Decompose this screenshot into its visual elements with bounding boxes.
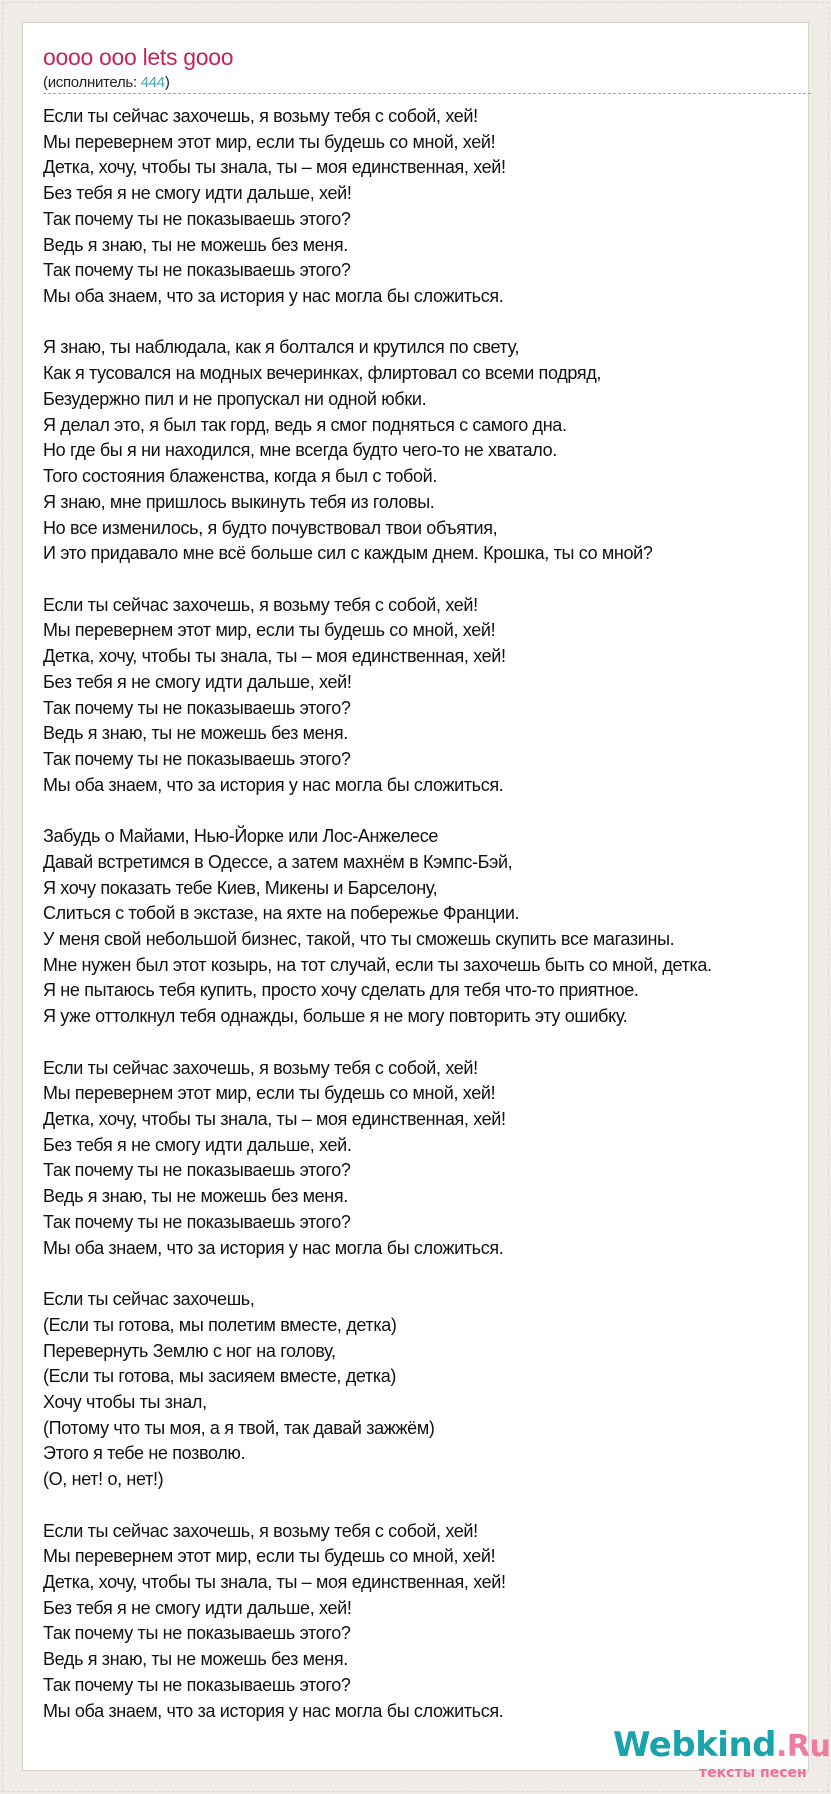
lyrics-line: Но где бы я ни находился, мне всегда будто чего-то не хватало.	[43, 440, 557, 461]
artist-prefix: (исполнитель:	[43, 74, 141, 91]
lyrics-line: Я хочу показать тебе Киев, Микены и Барселону,	[43, 877, 438, 898]
lyrics-line: Если ты сейчас захочешь, я возьму тебя с собой, хей!	[43, 1057, 478, 1078]
lyrics-line: Этого я тебе не позволю.	[43, 1443, 246, 1464]
lyrics-line: И это придавало мне всё больше сил с каждым днем. Крошка, ты со мной?	[43, 543, 653, 564]
artist-line	[43, 74, 170, 91]
lyrics-line: Ведь я знаю, ты не можешь без меня.	[43, 1186, 348, 1207]
lyrics-line: Я делал это, я был так горд, ведь я смог подняться с самого дна.	[43, 414, 567, 435]
lyrics-line: Но все изменилось, я будто почувствовал твои объятия,	[43, 517, 498, 538]
lyrics-line: У меня свой небольшой бизнес, такой, что ты сможешь скупить все магазины.	[43, 929, 675, 949]
title-divider	[43, 93, 811, 94]
lyrics-line: Я знаю, мне пришлось выкинуть тебя из головы.	[43, 491, 435, 512]
lyrics-stanza	[43, 824, 712, 1030]
logo-tld: .Ru	[776, 1729, 831, 1764]
lyrics-line: (Если ты готова, мы полетим вместе, детка)	[43, 1314, 397, 1335]
lyrics-stanza	[43, 1287, 712, 1493]
artist-suffix: )	[164, 74, 170, 91]
lyrics-line: Так почему ты не показываешь этого?	[43, 260, 351, 281]
lyrics-line: Слиться с тобой в экстазе, на яхте на побережье Франции.	[43, 903, 520, 924]
lyrics-stanza	[43, 593, 712, 799]
lyrics-line: Того состояния блаженства, когда я был с тобой.	[43, 466, 437, 487]
lyrics-line: (Если ты готова, мы засияем вместе, детка)	[43, 1366, 397, 1387]
lyrics-line: Если ты сейчас захочешь,	[43, 1289, 255, 1310]
lyrics-stanza	[43, 1519, 712, 1725]
lyrics-line: Мы оба знаем, что за история у нас могла бы сложиться.	[43, 1237, 504, 1258]
lyrics-line: (О, нет! о, нет!)	[43, 1469, 164, 1490]
lyrics-stanza	[43, 1056, 712, 1262]
lyrics-line: Так почему ты не показываешь этого?	[43, 208, 351, 229]
lyrics-line: Детка, хочу, чтобы ты знала, ты – моя единственная, хей!	[43, 157, 506, 178]
lyrics-line: Так почему ты не показываешь этого?	[43, 748, 351, 769]
lyrics-line: Так почему ты не показываешь этого?	[43, 1674, 351, 1695]
lyrics-line: Мы оба знаем, что за история у нас могла бы сложиться.	[43, 1700, 504, 1721]
lyrics-line: Если ты сейчас захочешь, я возьму тебя с собой, хей!	[43, 594, 478, 615]
lyrics-line: Детка, хочу, чтобы ты знала, ты – моя единственная, хей!	[43, 646, 506, 667]
lyrics-line: Детка, хочу, чтобы ты знала, ты – моя единственная, хей!	[43, 1109, 506, 1130]
logo-tagline: тексты песен	[699, 1765, 807, 1781]
logo-wordmark	[613, 1725, 830, 1765]
lyrics-line: Забудь о Майами, Нью-Йорке или Лос-Анжелесе	[43, 826, 439, 847]
lyrics-stanza	[43, 335, 712, 566]
lyrics-line: Ведь я знаю, ты не можешь без меня.	[43, 234, 348, 255]
lyrics-line: Без тебя я не смогу идти дальше, хей!	[43, 671, 352, 692]
lyrics-line: Мы оба знаем, что за история у нас могла бы сложиться.	[43, 286, 504, 307]
logo-brand: Webkind	[613, 1725, 776, 1765]
lyrics-line: Без тебя я не смогу идти дальше, хей.	[43, 1134, 352, 1155]
lyrics-line: Без тебя я не смогу идти дальше, хей!	[43, 183, 352, 204]
lyrics-line: Я уже оттолкнул тебя однажды, больше я не могу повторить эту ошибку.	[43, 1006, 628, 1027]
lyrics-line: Мы перевернем этот мир, если ты будешь со мной, хей!	[43, 1083, 496, 1104]
lyrics-line: Давай встретимся в Одессе, а затем махнём в Кэмпс-Бэй,	[43, 851, 513, 872]
song-title: oooo ooo lets gooo	[43, 44, 234, 70]
lyrics-line: Мы оба знаем, что за история у нас могла бы сложиться.	[43, 774, 504, 795]
lyrics-line: Если ты сейчас захочешь, я возьму тебя с собой, хей!	[43, 106, 478, 126]
lyrics-line: Так почему ты не показываешь этого?	[43, 697, 351, 718]
lyrics-line: Как я тусовался на модных вечеринках, флиртовал со всеми подряд,	[43, 363, 602, 384]
lyrics-line: Мы перевернем этот мир, если ты будешь со мной, хей!	[43, 131, 496, 152]
lyrics-line: (Потому что ты моя, а я твой, так давай зажжём)	[43, 1417, 435, 1438]
artist-link[interactable]: 444	[140, 74, 165, 91]
lyrics-line: Я не пытаюсь тебя купить, просто хочу сделать для тебя что-то приятное.	[43, 980, 639, 1001]
lyrics-line: Мы перевернем этот мир, если ты будешь со мной, хей!	[43, 1546, 496, 1567]
webkind-logo[interactable]	[613, 1725, 831, 1785]
lyrics-line: Если ты сейчас захочешь, я возьму тебя с собой, хей!	[43, 1520, 478, 1541]
lyrics-line: Детка, хочу, чтобы ты знала, ты – моя единственная, хей!	[43, 1571, 506, 1592]
lyrics-line: Ведь я знаю, ты не можешь без меня.	[43, 1649, 348, 1670]
lyrics-line: Безудержно пил и не пропускал ни одной юбки.	[43, 388, 427, 409]
lyrics-line: Я знаю, ты наблюдала, как я болтался и крутился по свету,	[43, 337, 520, 358]
lyrics-line: Так почему ты не показываешь этого?	[43, 1211, 351, 1232]
lyrics-stanza	[43, 104, 712, 310]
lyrics-line: Хочу чтобы ты знал,	[43, 1391, 207, 1412]
lyrics-line: Мы перевернем этот мир, если ты будешь со мной, хей!	[43, 620, 496, 641]
lyrics-body	[43, 104, 712, 1750]
lyrics-line: Перевернуть Землю с ног на голову,	[43, 1340, 336, 1361]
lyrics-card	[22, 22, 831, 1781]
lyrics-line: Мне нужен был этот козырь, на тот случай, если ты захочешь быть со мной, детка.	[43, 954, 712, 975]
lyrics-line: Так почему ты не показываешь этого?	[43, 1160, 351, 1181]
lyrics-line: Ведь я знаю, ты не можешь без меня.	[43, 723, 348, 744]
lyrics-line: Так почему ты не показываешь этого?	[43, 1623, 351, 1644]
lyrics-line: Без тебя я не смогу идти дальше, хей!	[43, 1597, 352, 1618]
